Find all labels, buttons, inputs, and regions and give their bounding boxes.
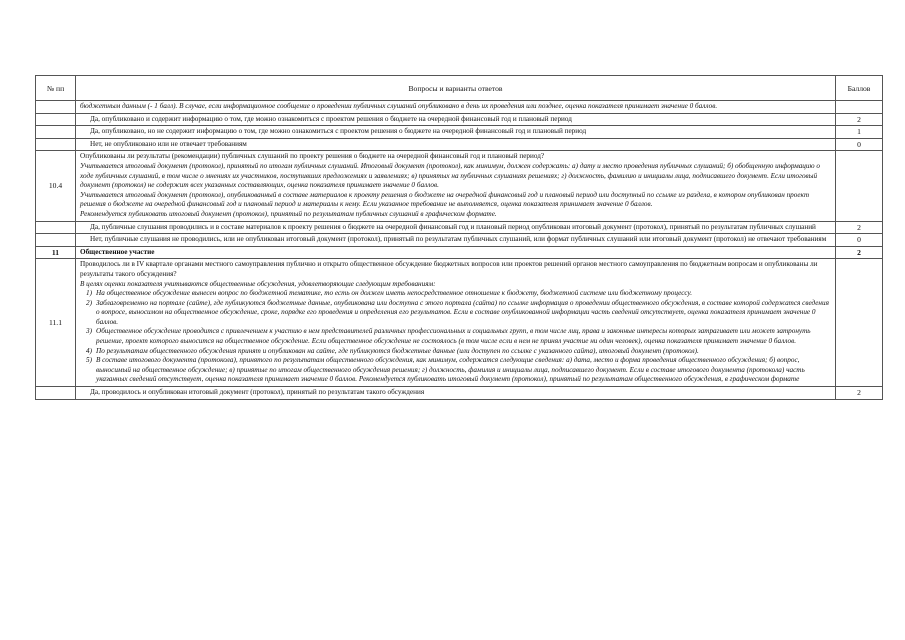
table-row bbox=[36, 101, 883, 114]
question-text: Проводилось ли в IV квартале органами местного самоуправления публично и открыто общественное обсуждение бюджетных вопросов или проектов решений органов местного самоуправления по бюджетным вопросам и опубликованы ли результаты такого обсуждения? bbox=[80, 260, 818, 278]
requirement-item: 1) На общественное обсуждение вынесен вопрос по бюджетной тематике, то есть он должен иметь непосредственное отношение к бюджету, бюджетной системе или бюджетному процессу. bbox=[86, 289, 693, 298]
requirement-item: 2) Заблаговременно на портале (сайте), где публикуются бюджетные данные, опубликована или доступна с этого портала (сайта) по ссылке информация о проведении общественного обсуждения, в составе которой содержатся сведения о вопросе, выносимом на общественное обсуждение, сроке, порядке его проведения и определения его результатов. Если в составе опубликованной информации часть сведений отсутствует, оценка показателя принимает значение 0 баллов. bbox=[86, 298, 829, 326]
table-header-row bbox=[36, 76, 883, 101]
table-row bbox=[36, 234, 883, 247]
table-row bbox=[36, 387, 883, 400]
criteria-table bbox=[35, 75, 883, 400]
header-question: Вопросы и варианты ответов bbox=[76, 76, 836, 101]
table-row bbox=[36, 126, 883, 139]
option-text: Да, опубликовано, но не содержит информацию о том, где можно ознакомиться с проектом решения о бюджете на очередной финансовый год и плановый период bbox=[76, 126, 836, 139]
option-text: Нет, не опубликовано или не отвечает требованиям bbox=[76, 138, 836, 151]
table-row bbox=[36, 113, 883, 126]
option-score: 0 bbox=[836, 138, 883, 151]
continuation-text: бюджетным данным (- 1 балл). В случае, если информационное сообщение о проведении публичных слушаний опубликовано в день их проведения или позднее, оценка показателя принимает значение 0 баллов. bbox=[76, 101, 836, 114]
table-row bbox=[36, 221, 883, 234]
option-text: Нет, публичные слушания не проводились, или не опубликован итоговый документ (протокол), принятый по результатам публичных слушаний, или формат публичных слушаний или итоговый документ (протокол) не отвечают требованиям bbox=[76, 234, 836, 247]
option-score: 1 bbox=[836, 126, 883, 139]
question-number: 11.1 bbox=[36, 259, 76, 387]
section-number: 11 bbox=[36, 246, 76, 259]
question-intro: В целях оценки показателя учитываются общественные обсуждения, удовлетворяющие следующим требованиям: bbox=[80, 279, 436, 288]
header-number: № пп bbox=[36, 76, 76, 101]
document-page bbox=[35, 75, 883, 400]
section-row bbox=[36, 246, 883, 259]
option-score: 0 bbox=[836, 234, 883, 247]
question-text: Опубликованы ли результаты (рекомендации) публичных слушаний по проекту решения о бюджете на очередной финансовый год и плановый период? bbox=[80, 152, 545, 161]
question-note: Учитывается итоговый документ (протокол), опубликованный в составе материалов к проекту решения о бюджете на очередной финансовый год и плановый период или доступный по ссылке из раздела, в котором опубликован проект решения о бюджете на очередной финансовый год и плановый период и материалы к нему. Если указанное требование не выполняется, оценка показателя принимает значение 0 баллов. bbox=[80, 190, 810, 209]
option-text: Да, опубликовано и содержит информацию о том, где можно ознакомиться с проектом решения о бюджете на очередной финансовый год и плановый период bbox=[76, 113, 836, 126]
question-cell bbox=[76, 151, 836, 221]
requirement-item: 3) Общественное обсуждение проводится с привлечением к участию в нем представителей различных профессиональных и социальных групп, в том числе лиц, права и законные интересы которых затрагивает или может затронуть решение, проект которого выносится на общественное обсуждение. Если общественное обсуждение не состоялось (в том числе если в нем не принял участие ни один человек), оценка показателя принимает значение 0 баллов. bbox=[86, 327, 811, 346]
question-note: Рекомендуется публиковать итоговый документ (протокол), принятый по результатам публичных слушаний в графическом формате. bbox=[80, 209, 497, 218]
option-text: Да, проводилось и опубликован итоговый документ (протокол), принятый по результатам такого обсуждения bbox=[76, 387, 836, 400]
option-score: 2 bbox=[836, 387, 883, 400]
table-row bbox=[36, 259, 883, 387]
option-score: 2 bbox=[836, 113, 883, 126]
requirement-item: 4) По результатам общественного обсуждения принят и опубликован на сайте, где публикуются бюджетные данные (или доступен по ссылке с указанного сайта), итоговый документ (протокол). bbox=[86, 346, 699, 355]
requirement-item: 5) В составе итогового документа (протокола), принятого по результатам общественного обсуждения, как минимум, содержатся следующие сведения: а) дата, место и форма проведения общественного обсуждения; б) вопрос, выносимый на общественное обсуждение; в) принятые по итогам общественного обсуждения решения; г) должность, фамилия и инициалы лица, подписавшего документ. Если в составе итогового документа (протокола) часть указанных сведений отсутствует, оценка показателя принимает значение 0 баллов. Рекомендуется публиковать итоговый документ (протокол), принятый по результатам общественного обсуждения, в графическом формате bbox=[86, 356, 805, 384]
section-score: 2 bbox=[836, 246, 883, 259]
option-score: 2 bbox=[836, 221, 883, 234]
section-title: Общественное участие bbox=[76, 246, 836, 259]
table-row bbox=[36, 138, 883, 151]
table-row bbox=[36, 151, 883, 221]
question-cell bbox=[76, 259, 836, 387]
question-note: Учитывается итоговый документ (протокол), принятый по итогам публичных слушаний. Итоговый документ (протокол), как минимум, должен содержать: а) дату и место проведения публичных слушаний; б) обобщенную информацию о ходе публичных слушаний, в том числе о мнениях их участников, поступивших предложениях и заявлениях; в) принятых на публичных слушаниях решениях; г) должность, фамилию и инициалы лица, подписавшего документ. Если итоговый документ (протокол) не содержит всех указанных составляющих, оценка показателя принимает значение 0 баллов. bbox=[80, 161, 820, 190]
question-number: 10.4 bbox=[36, 151, 76, 221]
option-text: Да, публичные слушания проводились и в составе материалов к проекту решения о бюджете на очередной финансовый год и плановый период опубликован итоговый документ (протокол), принятый по результатам публичных слушаний bbox=[76, 221, 836, 234]
header-score: Баллов bbox=[836, 76, 883, 101]
